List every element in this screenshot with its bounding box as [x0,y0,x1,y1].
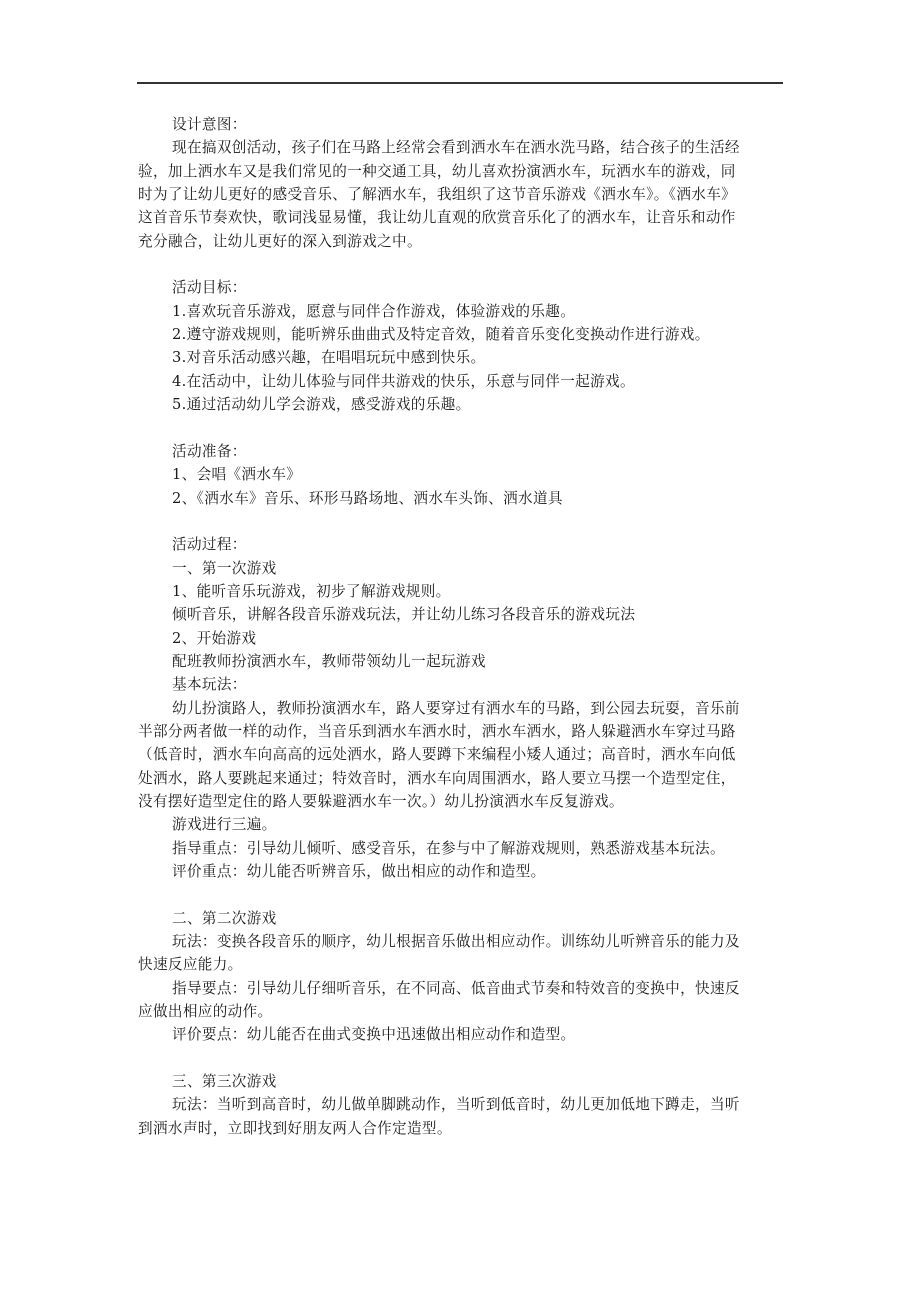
game1-step2-desc: 配班教师扮演洒水车，教师带领幼儿一起玩游戏 [172,652,486,670]
preparation-item: 2、《洒水车》音乐、环形马路场地、洒水车头饰、洒水道具 [172,489,563,507]
game2-title: 二、第二次游戏 [172,909,277,927]
game1-basic-line: 幼儿扮演路人，教师扮演洒水车，路人要穿过有洒水车的马路，到公园去玩耍，音乐前 [172,699,740,717]
game1-basic-line: 没有摆好造型定住的路人要躲避洒水车一次。）幼儿扮演洒水车反复游戏。 [138,792,624,810]
game1-basic-line: （低音时，洒水车向高高的远处洒水，路人要蹲下来编程小矮人通过；高音时，洒水车向低 [138,746,736,764]
game2-play-line: 快速反应能力。 [138,956,243,974]
preparation-item: 1、会唱《洒水车》 [172,466,302,484]
spacer [138,883,784,906]
game3-play-line: 到洒水声时，立即找到好朋友两人合作定造型。 [138,1119,452,1137]
goal-item: 5.通过活动幼儿学会游戏，感受游戏的乐趣。 [172,396,471,414]
design-intent-line: 验，加上洒水车又是我们常见的一种交通工具，幼儿喜欢扮演洒水车，玩洒水车的游戏，同 [138,162,736,180]
design-intent-line: 现在搞双创活动，孩子们在马路上经常会看到洒水车在洒水洗马路，结合孩子的生活经 [172,139,740,157]
document-page [138,113,784,1140]
game1-eval: 评价重点：幼儿能否听辨音乐，做出相应的动作和造型。 [172,863,546,880]
preparation-heading: 活动准备： [172,442,247,460]
game1-basic-line: 处洒水，路人要跳起来通过；特效音时，洒水车向周围洒水，路人要立马摆一个造型定住， [138,769,736,787]
game1-step1: 1、能听音乐玩游戏，初步了解游戏规则。 [172,582,451,600]
process-heading: 活动过程： [172,536,247,554]
goal-item: 3.对音乐活动感兴趣，在唱唱玩玩中感到快乐。 [172,349,486,367]
game1-guide: 指导重点：引导幼儿倾听、感受音乐，在参与中了解游戏规则，熟悉游戏基本玩法。 [172,839,725,857]
game3-play-line: 玩法：当听到高音时，幼儿做单脚跳动作，当听到低音时，幼儿更加低地下蹲走，当听 [172,1096,740,1114]
game1-basic-line: 半部分两者做一样的动作，当音乐到洒水车洒水时，洒水车洒水，路人躲避洒水车穿过马路 [138,722,736,740]
game2-play-line: 玩法：变换各段音乐的顺序，幼儿根据音乐做出相应动作。训练幼儿听辨音乐的能力及 [172,933,740,951]
game1-repeat: 游戏进行三遍。 [172,816,277,834]
header-rule [137,82,783,84]
game2-guide-line: 指导要点：引导幼儿仔细听音乐，在不同高、低音曲式节奏和特效音的变换中，快速反 [172,979,740,997]
goal-item: 2.遵守游戏规则，能听辨乐曲曲式及特定音效，随着音乐变化变换动作进行游戏。 [172,326,710,344]
spacer [138,253,784,276]
design-intent-line: 时为了让幼儿更好的感受音乐、了解洒水车，我组织了这节音乐游戏《洒水车》。《洒水车》 [138,186,737,204]
game3-title: 三、第三次游戏 [172,1073,277,1091]
game2-eval: 评价要点：幼儿能否在曲式变换中迅速做出相应动作和造型。 [172,1026,576,1044]
design-intent-line: 充分融合，让幼儿更好的深入到游戏之中。 [138,232,422,250]
design-intent-heading: 设计意图： [172,116,247,133]
design-intent-line: 这首音乐节奏欢快，歌词浅显易懂，我让幼儿直观的欣赏音乐化了的洒水车，让音乐和动作 [138,209,736,227]
goal-item: 1.喜欢玩音乐游戏，愿意与同伴合作游戏，体验游戏的乐趣。 [172,302,576,320]
game1-step2: 2、开始游戏 [172,629,257,647]
game1-title: 一、第一次游戏 [172,559,277,577]
game1-step1-desc: 倾听音乐，讲解各段音乐游戏玩法，并让幼儿练习各段音乐的游戏玩法 [172,606,636,624]
spacer [138,416,784,439]
game2-guide-line: 应做出相应的动作。 [138,1003,273,1021]
spacer [138,1047,784,1070]
game1-basic-heading: 基本玩法： [172,676,247,694]
goals-heading: 活动目标： [172,279,247,297]
spacer [138,510,784,533]
goal-item: 4.在活动中，让幼儿体验与同伴共游戏的快乐，乐意与同伴一起游戏。 [172,372,635,390]
